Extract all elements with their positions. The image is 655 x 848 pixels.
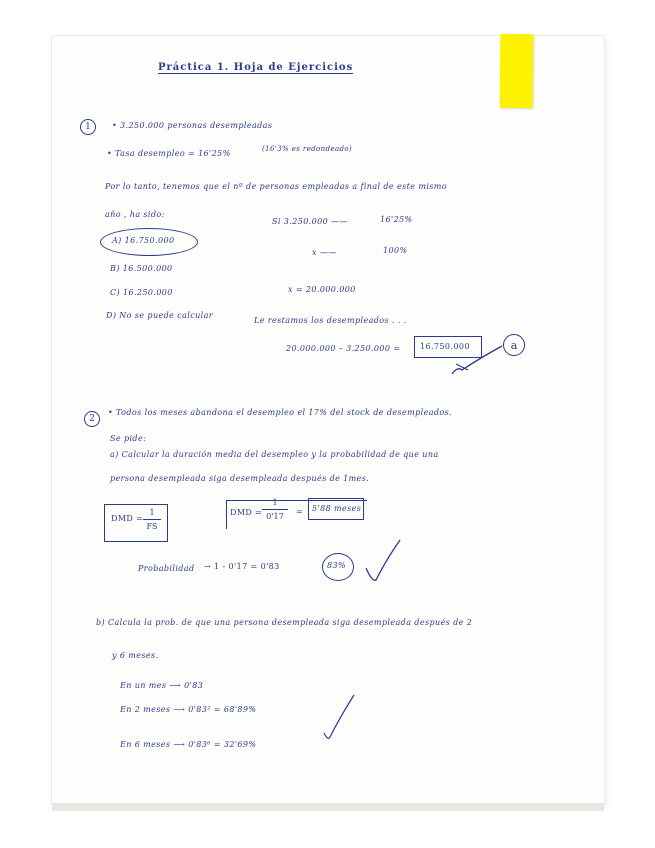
calc-row2-right: 100%: [383, 246, 408, 255]
check-mark-1: [440, 340, 510, 380]
calc-row1-left: Si 3.250.000 ——: [272, 217, 348, 226]
dmd2-denominator: 0'17: [266, 512, 284, 521]
ex1-line1: • 3.250.000 personas desempleadas: [112, 121, 273, 130]
exercise-2-number: 2: [84, 411, 100, 427]
check-mark-2: [364, 538, 404, 584]
option-d: D) No se puede calcular: [106, 311, 214, 320]
option-a: A) 16.750.000: [112, 236, 175, 245]
answer-box-value: 16.750.000: [420, 342, 470, 351]
probability-label: Probabilidad: [138, 564, 195, 573]
ex1-line2-note: (16'3% es redondeado): [262, 145, 353, 153]
dmd-numerator: 1: [149, 508, 155, 517]
ex2-line4: persona desempleada siga desempleada después de 1mes.: [110, 474, 370, 483]
check-mark-3: [320, 693, 360, 743]
dmd-label: DMD =: [111, 514, 144, 523]
probability-equation: → 1 - 0'17 = 0'83: [204, 562, 280, 571]
ex2-line3: a) Calcular la duración media del desempleo y la probabilidad de que una: [110, 450, 439, 459]
part-b-line2: y 6 meses.: [112, 651, 159, 660]
paper-edge: [52, 803, 604, 811]
calc-row2-left: x ——: [312, 248, 337, 257]
dmd2-label: DMD =: [230, 508, 263, 517]
exercise-1-number: 1: [80, 119, 96, 135]
part-b-row2: En 2 meses ⟶ 0'83² = 68'89%: [120, 705, 257, 714]
part-b-row1: En un mes ⟶ 0'83: [120, 681, 204, 690]
dmd2-numerator: 1: [272, 498, 278, 507]
ex1-line4: año , ha sido:: [105, 210, 165, 219]
page-title: Práctica 1. Hoja de Ejercicios: [158, 62, 354, 73]
option-b: B) 16.500.000: [110, 264, 173, 273]
option-c: C) 16.250.000: [110, 288, 173, 297]
answer-letter: a: [503, 334, 525, 356]
sticky-note: [500, 34, 534, 108]
dmd2-fraction: [262, 498, 288, 521]
dmd2-equals: =: [296, 507, 304, 516]
dmd-denominator: FS: [146, 522, 158, 531]
subtract-equation: 20.000.000 – 3.250.000 =: [286, 344, 401, 353]
probability-percent: 83%: [327, 561, 346, 570]
part-b-line1: b) Calcula la prob. de que una persona desempleada siga desempleada después de 2: [96, 618, 473, 627]
dmd-fraction: [143, 508, 161, 531]
ex2-line2: Se pide:: [110, 434, 147, 443]
dmd2-result: 5'88 meses: [312, 504, 362, 513]
subtract-label: Le restamos los desempleados . . .: [254, 316, 407, 325]
ex2-line1: • Todos los meses abandona el desempleo el 17% del stock de desempleados.: [108, 408, 453, 417]
ex1-line3: Por lo tanto, tenemos que el nº de personas empleadas a final de este mismo: [105, 182, 447, 191]
ex1-line2: • Tasa desempleo = 16'25%: [107, 149, 231, 158]
calc-row1-right: 16'25%: [380, 215, 413, 224]
calc-result: x = 20.000.000: [288, 285, 356, 294]
part-b-row3: En 6 meses ⟶ 0'83⁶ = 32'69%: [120, 740, 257, 749]
